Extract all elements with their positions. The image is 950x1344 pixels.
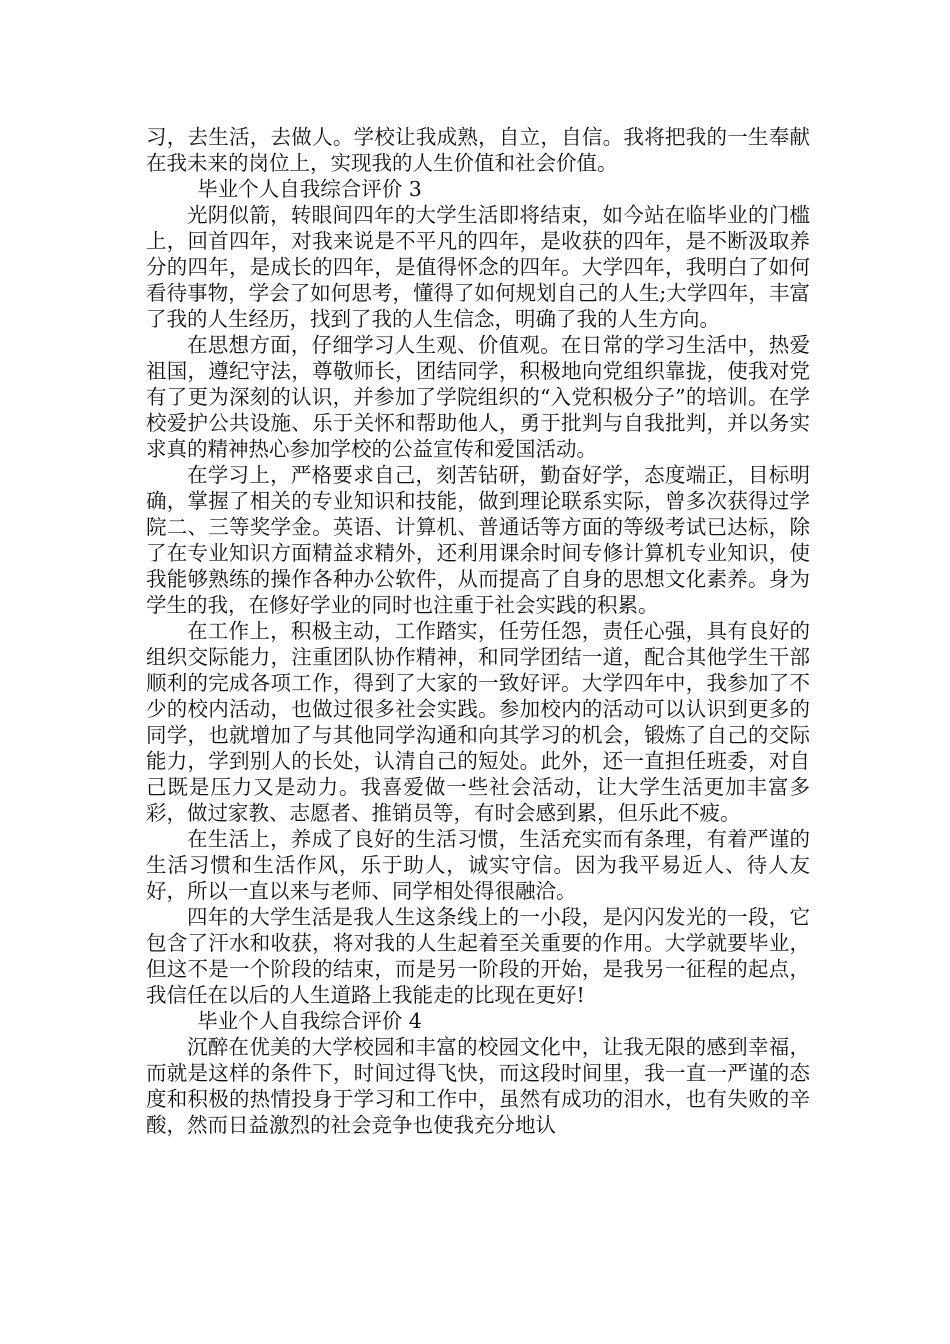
paragraph-campus: 沉醉在优美的大学校园和丰富的校园文化中，让我无限的感到幸福，而就是这样的条件下，时间过得飞快，而这段时间里，我一直一严谨的态度和积极的热情投身于学习和工作中，虽然有成功的泪水，也有失败的辛酸，然而日益激烈的社会竞争也使我充分地认	[146, 1035, 810, 1137]
paragraph-work: 在工作上，积极主动，工作踏实，任劳任怨，责任心强，具有良好的组织交际能力，注重团队协作精神，和同学团结一道，配合其他学生干部顺利的完成各项工作，得到了大家的一致好评。大学四年中，我参加了不少的校内活动，也做过很多社会实践。参加校内的活动可以认识到更多的同学，也就增加了与其他同学沟通和向其学习的机会，锻炼了自己的交际能力，学到别人的长处，认清自己的短处。此外，还一直担任班委，对自己既是压力又是动力。我喜爱做一些社会活动，让大学生活更加丰富多彩，做过家教、志愿者、推销员等，有时会感到累，但乐此不疲。	[146, 619, 810, 825]
paragraph-life: 在生活上，养成了良好的生活习惯，生活充实而有条理，有着严谨的生活习惯和生活作风，乐于助人，诚实守信。因为我平易近人、待人友好，所以一直以来与老师、同学相处得很融洽。	[146, 827, 810, 903]
paragraph-reflection: 光阴似箭，转眼间四年的大学生活即将结束，如今站在临毕业的门槛上，回首四年，对我来说是不平凡的四年，是收获的四年，是不断汲取养分的四年，是成长的四年，是值得怀念的四年。大学四年，我明白了如何看待事物，学会了如何思考，懂得了如何规划自己的人生;大学四年，丰富了我的人生经历，找到了我的人生信念，明确了我的人生方向。	[146, 203, 810, 331]
section-heading-3: 毕业个人自我综合评价 3	[197, 177, 422, 201]
paragraph-intro-continuation: 习，去生活，去做人。学校让我成熟，自立，自信。我将把我的一生奉献在我未来的岗位上，实现我的人生价值和社会价值。	[146, 125, 810, 175]
document-page	[146, 124, 810, 1138]
section-heading-4: 毕业个人自我综合评价 4	[197, 1009, 422, 1033]
paragraph-study: 在学习上，严格要求自己，刻苦钻研，勤奋好学，态度端正，目标明确，掌握了相关的专业知识和技能，做到理论联系实际，曾多次获得过学院二、三等奖学金。英语、计算机、普通话等方面的等级考试已达标，除了在专业知识方面精益求精外，还利用课余时间专修计算机专业知识，使我能够熟练的操作各种办公软件，从而提高了自身的思想文化素养。身为学生的我，在修好学业的同时也注重于社会实践的积累。	[146, 463, 810, 617]
paragraph-conclusion: 四年的大学生活是我人生这条线上的一小段，是闪闪发光的一段，它包含了汗水和收获，将对我的人生起着至关重要的作用。大学就要毕业，但这不是一个阶段的结束，而是另一阶段的开始，是我另一征程的起点，我信任在以后的人生道路上我能走的比现在更好!	[146, 905, 810, 1007]
paragraph-ideology: 在思想方面，仔细学习人生观、价值观。在日常的学习生活中，热爱祖国，遵纪守法，尊敬师长，团结同学，积极地向党组织靠拢，使我对党有了更为深刻的认识，并参加了学院组织的“入党积极分子”的培训。在学校爱护公共设施、乐于关怀和帮助他人，勇于批判与自我批判，并以务实求真的精神热心参加学校的公益宣传和爱国活动。	[146, 333, 810, 461]
